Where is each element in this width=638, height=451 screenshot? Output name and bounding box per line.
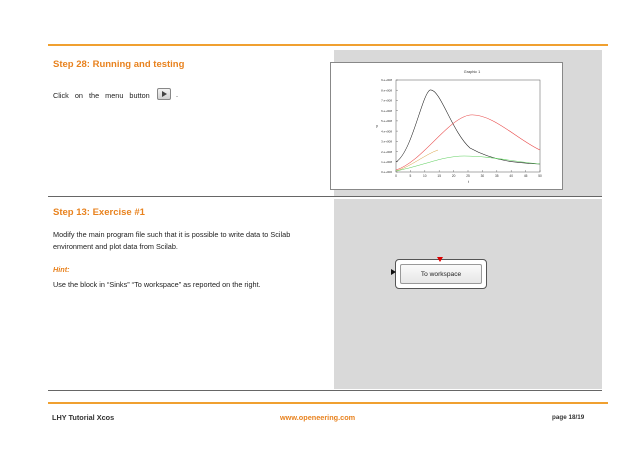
footer-website[interactable]: www.openeering.com	[280, 413, 356, 422]
x-tick-label: 15	[437, 174, 441, 178]
section-divider-bottom	[48, 390, 602, 391]
step13-title: Step 13: Exercise #1	[53, 207, 145, 218]
x-tick-label: 0	[395, 174, 397, 178]
y-tick-label: 5.e+008	[381, 119, 392, 124]
y-tick-label: 0.e+000	[381, 170, 392, 175]
step28-title: Step 28: Running and testing	[53, 59, 185, 70]
input-port-icon[interactable]	[391, 269, 396, 275]
block-outline	[395, 259, 487, 289]
block-label: To workspace	[400, 264, 482, 284]
graphic-window	[330, 62, 563, 190]
y-tick-label: 9.e+008	[381, 78, 392, 83]
step28-text-column	[48, 50, 334, 196]
x-tick-label: 20	[451, 174, 456, 178]
step13-text-column	[48, 199, 334, 389]
step13-line1: Modify the main program file such that it is possible to write data to Scilab	[53, 230, 291, 239]
x-tick-label: 25	[466, 174, 470, 178]
step28-text: Click on the menu button	[53, 91, 150, 100]
y-tick-label: 7.e+008	[381, 98, 392, 103]
footer-title: LHY Tutorial Xcos	[52, 413, 115, 422]
y-tick-label: 4.e+008	[381, 129, 392, 134]
step28-text-end: .	[176, 90, 179, 99]
y-tick-label: 8.e+008	[381, 88, 392, 93]
y-tick-label: 2.e+008	[381, 149, 392, 154]
play-icon	[162, 91, 167, 97]
x-axis-label: t	[468, 180, 469, 184]
y-tick-label: 3.e+008	[381, 139, 392, 144]
y-axis-label: y	[376, 123, 378, 128]
y-tick-label: 6.e+008	[381, 108, 392, 113]
y-tick-label: 1.e+008	[381, 159, 392, 164]
header-rule	[48, 44, 608, 46]
step13-section	[48, 199, 602, 389]
hint-label: Hint:	[53, 265, 70, 274]
footer-rule	[48, 402, 608, 404]
event-port-icon[interactable]	[437, 257, 443, 262]
step13-figure-column	[334, 199, 602, 389]
section-divider	[48, 196, 602, 197]
x-tick-label: 35	[495, 174, 499, 178]
x-tick-label: 30	[480, 174, 485, 178]
start-button[interactable]	[157, 88, 171, 100]
graphic-title: Graphic 1	[463, 70, 481, 74]
x-tick-label: 5	[409, 174, 412, 178]
step13-line2: environment and plot data from Scilab.	[53, 242, 178, 251]
x-tick-label: 10	[423, 174, 427, 178]
to-workspace-block[interactable]	[389, 257, 499, 293]
page-number: page 18/19	[552, 414, 585, 421]
hint-text: Use the block in “Sinks” “To workspace” as reported on the right.	[53, 280, 261, 289]
x-tick-label: 45	[523, 174, 528, 178]
x-tick-label: 40	[509, 174, 513, 178]
x-tick-label: 50	[538, 174, 542, 178]
